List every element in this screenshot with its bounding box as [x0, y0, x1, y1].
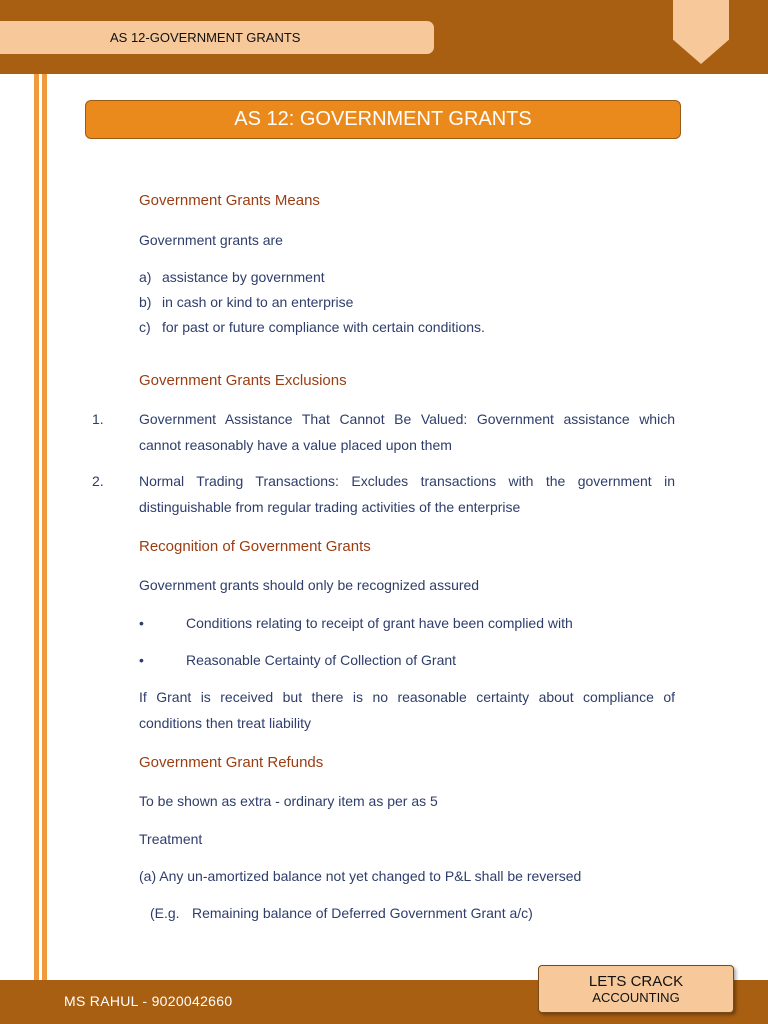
- means-intro: Government grants are: [139, 232, 283, 248]
- bullet-marker: •: [139, 652, 144, 668]
- badge-line-2: ACCOUNTING: [592, 990, 680, 1005]
- list-item: in cash or kind to an enterprise: [162, 294, 354, 310]
- refunds-line: Treatment: [139, 831, 203, 847]
- list-marker: 2.: [92, 473, 104, 489]
- header-tab-label: AS 12-GOVERNMENT GRANTS: [110, 30, 301, 45]
- list-item: assistance by government: [162, 269, 325, 285]
- heading-recognition: Recognition of Government Grants: [139, 538, 371, 555]
- side-line-inner: [42, 74, 47, 980]
- list-marker: a): [139, 269, 152, 285]
- page-title-box: [85, 100, 681, 139]
- refunds-line: (a) Any un-amortized balance not yet changed to P&L shall be reversed: [139, 868, 582, 884]
- brand-badge: [538, 965, 734, 1013]
- list-marker: 1.: [92, 411, 104, 427]
- heading-means: Government Grants Means: [139, 192, 320, 209]
- list-item: for past or future compliance with certain conditions.: [162, 319, 485, 335]
- recognition-intro: Government grants should only be recognized assured: [139, 577, 480, 593]
- list-marker: c): [139, 319, 151, 335]
- list-item: Conditions relating to receipt of grant have been complied with: [186, 615, 573, 631]
- recognition-note: If Grant is received but there is no reasonable certainty about compliance of conditions then treat liability: [139, 689, 675, 731]
- footer-author: MS RAHUL - 9020042660: [64, 993, 233, 1009]
- list-marker: b): [139, 294, 152, 310]
- side-line-outer: [34, 74, 39, 980]
- page-title: AS 12: GOVERNMENT GRANTS: [234, 108, 532, 130]
- bullet-marker: •: [139, 615, 144, 631]
- header-tab: [0, 21, 434, 54]
- list-item: Reasonable Certainty of Collection of Grant: [186, 652, 457, 668]
- badge-line-1: LETS CRACK: [588, 973, 684, 990]
- heading-exclusions: Government Grants Exclusions: [139, 372, 347, 389]
- refunds-line: To be shown as extra - ordinary item as per as 5: [139, 793, 438, 809]
- list-item: Government Assistance That Cannot Be Valued: Government assistance which cannot reasonably have a value placed upon them: [139, 411, 675, 453]
- heading-refunds: Government Grant Refunds: [139, 754, 324, 771]
- example-text: Remaining balance of Deferred Government Grant a/c): [192, 905, 533, 921]
- list-item: Normal Trading Transactions: Excludes transactions with the government in distinguishable from regular trading activities of the enterprise: [139, 473, 675, 515]
- example-prefix: (E.g.: [150, 905, 180, 921]
